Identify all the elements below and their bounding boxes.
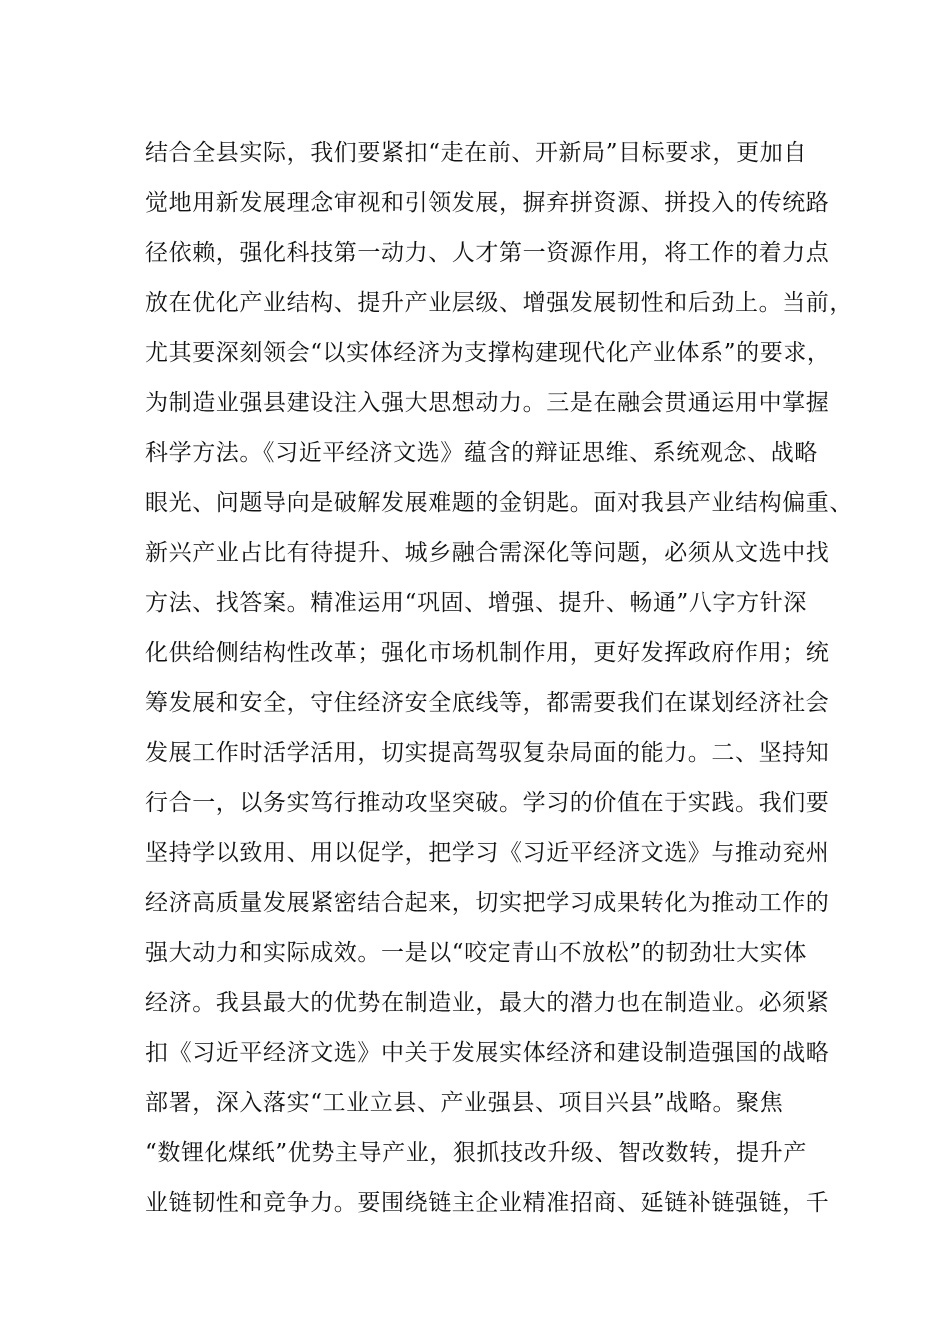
text-line: 经济高质量发展紧密结合起来，切实把学习成果转化为推动工作的 <box>145 890 830 916</box>
text-line: 发展工作时活学活用，切实提高驾驭复杂局面的能力。二、坚持知 <box>145 740 830 766</box>
body-paragraph <box>145 128 853 1228</box>
text-line: 结合全县实际，我们要紧扣“走在前、开新局”目标要求，更加自 <box>145 140 807 166</box>
text-line: 化供给侧结构性改革；强化市场机制作用，更好发挥政府作用；统 <box>145 640 830 666</box>
text-line: 眼光、问题导向是破解发展难题的金钥匙。面对我县产业结构偏重、 <box>145 490 853 516</box>
text-line: 放在优化产业结构、提升产业层级、增强发展韧性和后劲上。当前， <box>145 290 853 316</box>
text-line: 觉地用新发展理念审视和引领发展，摒弃拼资源、拼投入的传统路 <box>145 190 830 216</box>
text-line: 业链韧性和竞争力。要围绕链主企业精准招商、延链补链强链，千 <box>145 1190 830 1216</box>
text-line: 经济。我县最大的优势在制造业，最大的潜力也在制造业。必须紧 <box>145 990 830 1016</box>
text-line: “数锂化煤纸”优势主导产业，狠抓技改升级、智改数转，提升产 <box>145 1140 807 1166</box>
text-line: 筹发展和安全，守住经济安全底线等，都需要我们在谋划经济社会 <box>145 690 830 716</box>
text-line: 尤其要深刻领会“以实体经济为支撑构建现代化产业体系”的要求， <box>145 340 831 366</box>
text-line: 行合一，以务实笃行推动攻坚突破。学习的价值在于实践。我们要 <box>145 790 830 816</box>
text-line: 为制造业强县建设注入强大思想动力。三是在融会贯通运用中掌握 <box>145 390 830 416</box>
text-line: 部署，深入落实“工业立县、产业强县、项目兴县”战略。聚焦 <box>145 1090 784 1116</box>
text-line: 径依赖，强化科技第一动力、人才第一资源作用，将工作的着力点 <box>145 240 830 266</box>
text-line: 坚持学以致用、用以促学，把学习《习近平经济文选》与推动兖州 <box>145 840 830 866</box>
text-line: 扣《习近平经济文选》中关于发展实体经济和建设制造强国的战略 <box>145 1040 830 1066</box>
text-line: 强大动力和实际成效。一是以“咬定青山不放松”的韧劲壮大实体 <box>145 940 807 966</box>
text-line: 方法、找答案。精准运用“巩固、增强、提升、畅通”八字方针深 <box>145 590 807 616</box>
text-line: 新兴产业占比有待提升、城乡融合需深化等问题，必须从文选中找 <box>145 540 830 566</box>
text-line: 科学方法。《习近平经济文选》蕴含的辩证思维、系统观念、战略 <box>145 440 818 466</box>
